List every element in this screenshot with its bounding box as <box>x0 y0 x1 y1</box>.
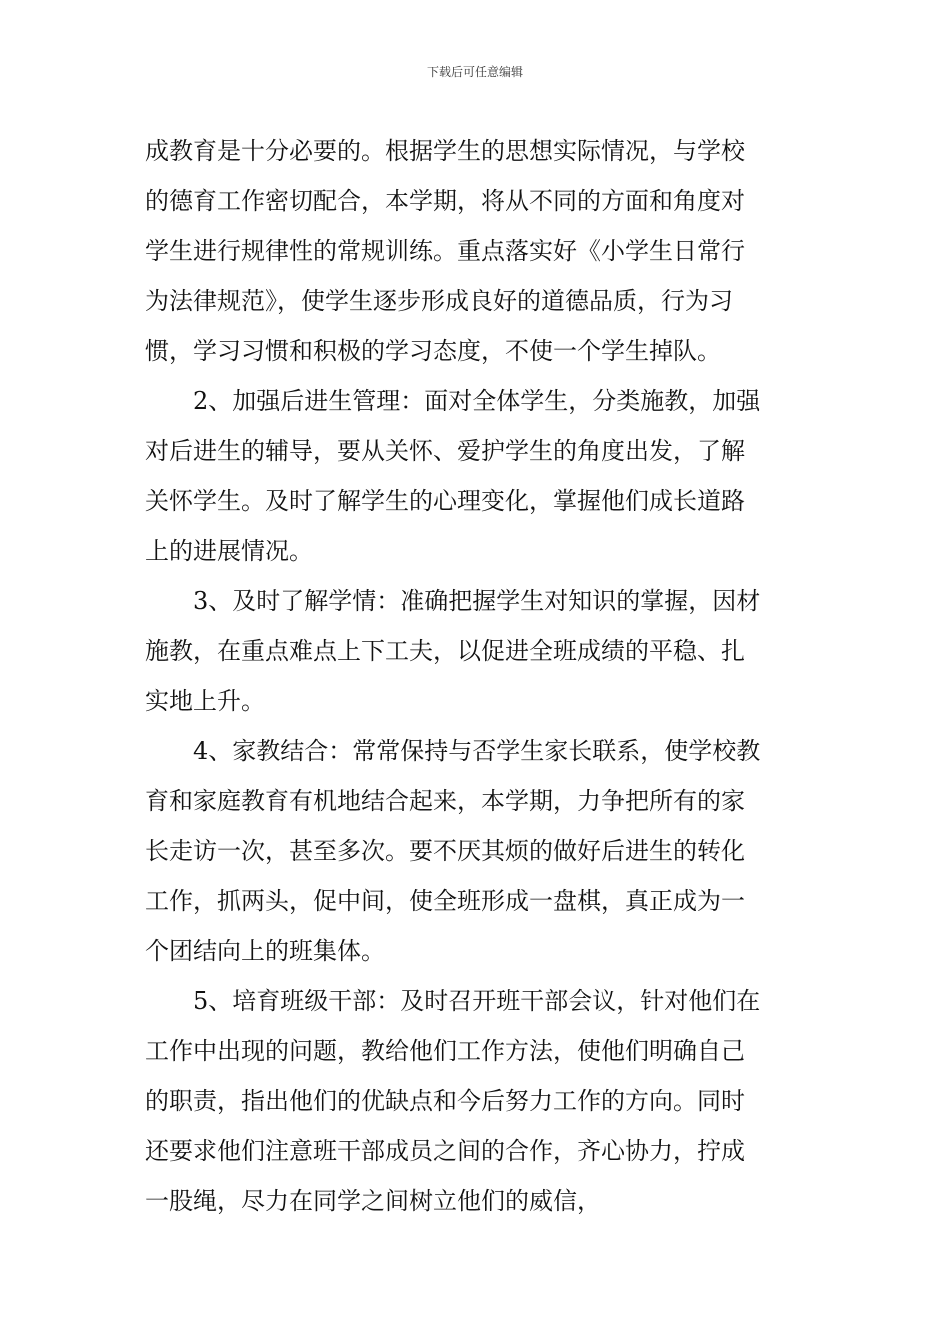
text-line: 育和家庭教育有机地结合起来，本学期，力争把所有的家 <box>145 787 745 815</box>
paragraph-5-start: 5、培育班级干部：及时召开班干部会议，针对他们在 <box>193 987 761 1015</box>
text-line: 实地上升。 <box>145 687 265 715</box>
text-line: 为法律规范》，使学生逐步形成良好的道德品质，行为习 <box>145 287 733 315</box>
text-line: 对后进生的辅导，要从关怀、爱护学生的角度出发，了解 <box>145 437 745 465</box>
page-header: 下载后可任意编辑 <box>426 65 523 79</box>
text-line: 施教，在重点难点上下工夫，以促进全班成绩的平稳、扎 <box>145 637 745 665</box>
paragraph-4-start: 4、家教结合：常常保持与否学生家长联系，使学校教 <box>193 737 761 765</box>
text-line: 的德育工作密切配合，本学期，将从不同的方面和角度对 <box>145 187 745 215</box>
text-line: 惯，学习习惯和积极的学习态度，不使一个学生掉队。 <box>145 337 721 365</box>
text-line: 一股绳，尽力在同学之间树立他们的威信， <box>145 1187 601 1215</box>
text-line: 长走访一次，甚至多次。要不厌其烦的做好后进生的转化 <box>145 837 745 865</box>
text-line: 还要求他们注意班干部成员之间的合作，齐心协力，拧成 <box>145 1137 745 1165</box>
document-body <box>145 126 815 1226</box>
text-line: 工作中出现的问题，教给他们工作方法，使他们明确自己 <box>145 1037 745 1065</box>
paragraph-3-start: 3、及时了解学情：准确把握学生对知识的掌握，因材 <box>193 587 761 615</box>
text-line: 关怀学生。及时了解学生的心理变化，掌握他们成长道路 <box>145 487 745 515</box>
text-line: 成教育是十分必要的。根据学生的思想实际情况，与学校 <box>145 137 745 165</box>
text-line: 个团结向上的班集体。 <box>145 937 385 965</box>
text-line: 学生进行规律性的常规训练。重点落实好《小学生日常行 <box>145 237 745 265</box>
text-line: 工作，抓两头，促中间，使全班形成一盘棋，真正成为一 <box>145 887 745 915</box>
paragraph-2-start: 2、加强后进生管理：面对全体学生，分类施教，加强 <box>193 387 761 415</box>
text-line: 上的进展情况。 <box>145 537 313 565</box>
text-line: 的职责，指出他们的优缺点和今后努力工作的方向。同时 <box>145 1087 745 1115</box>
